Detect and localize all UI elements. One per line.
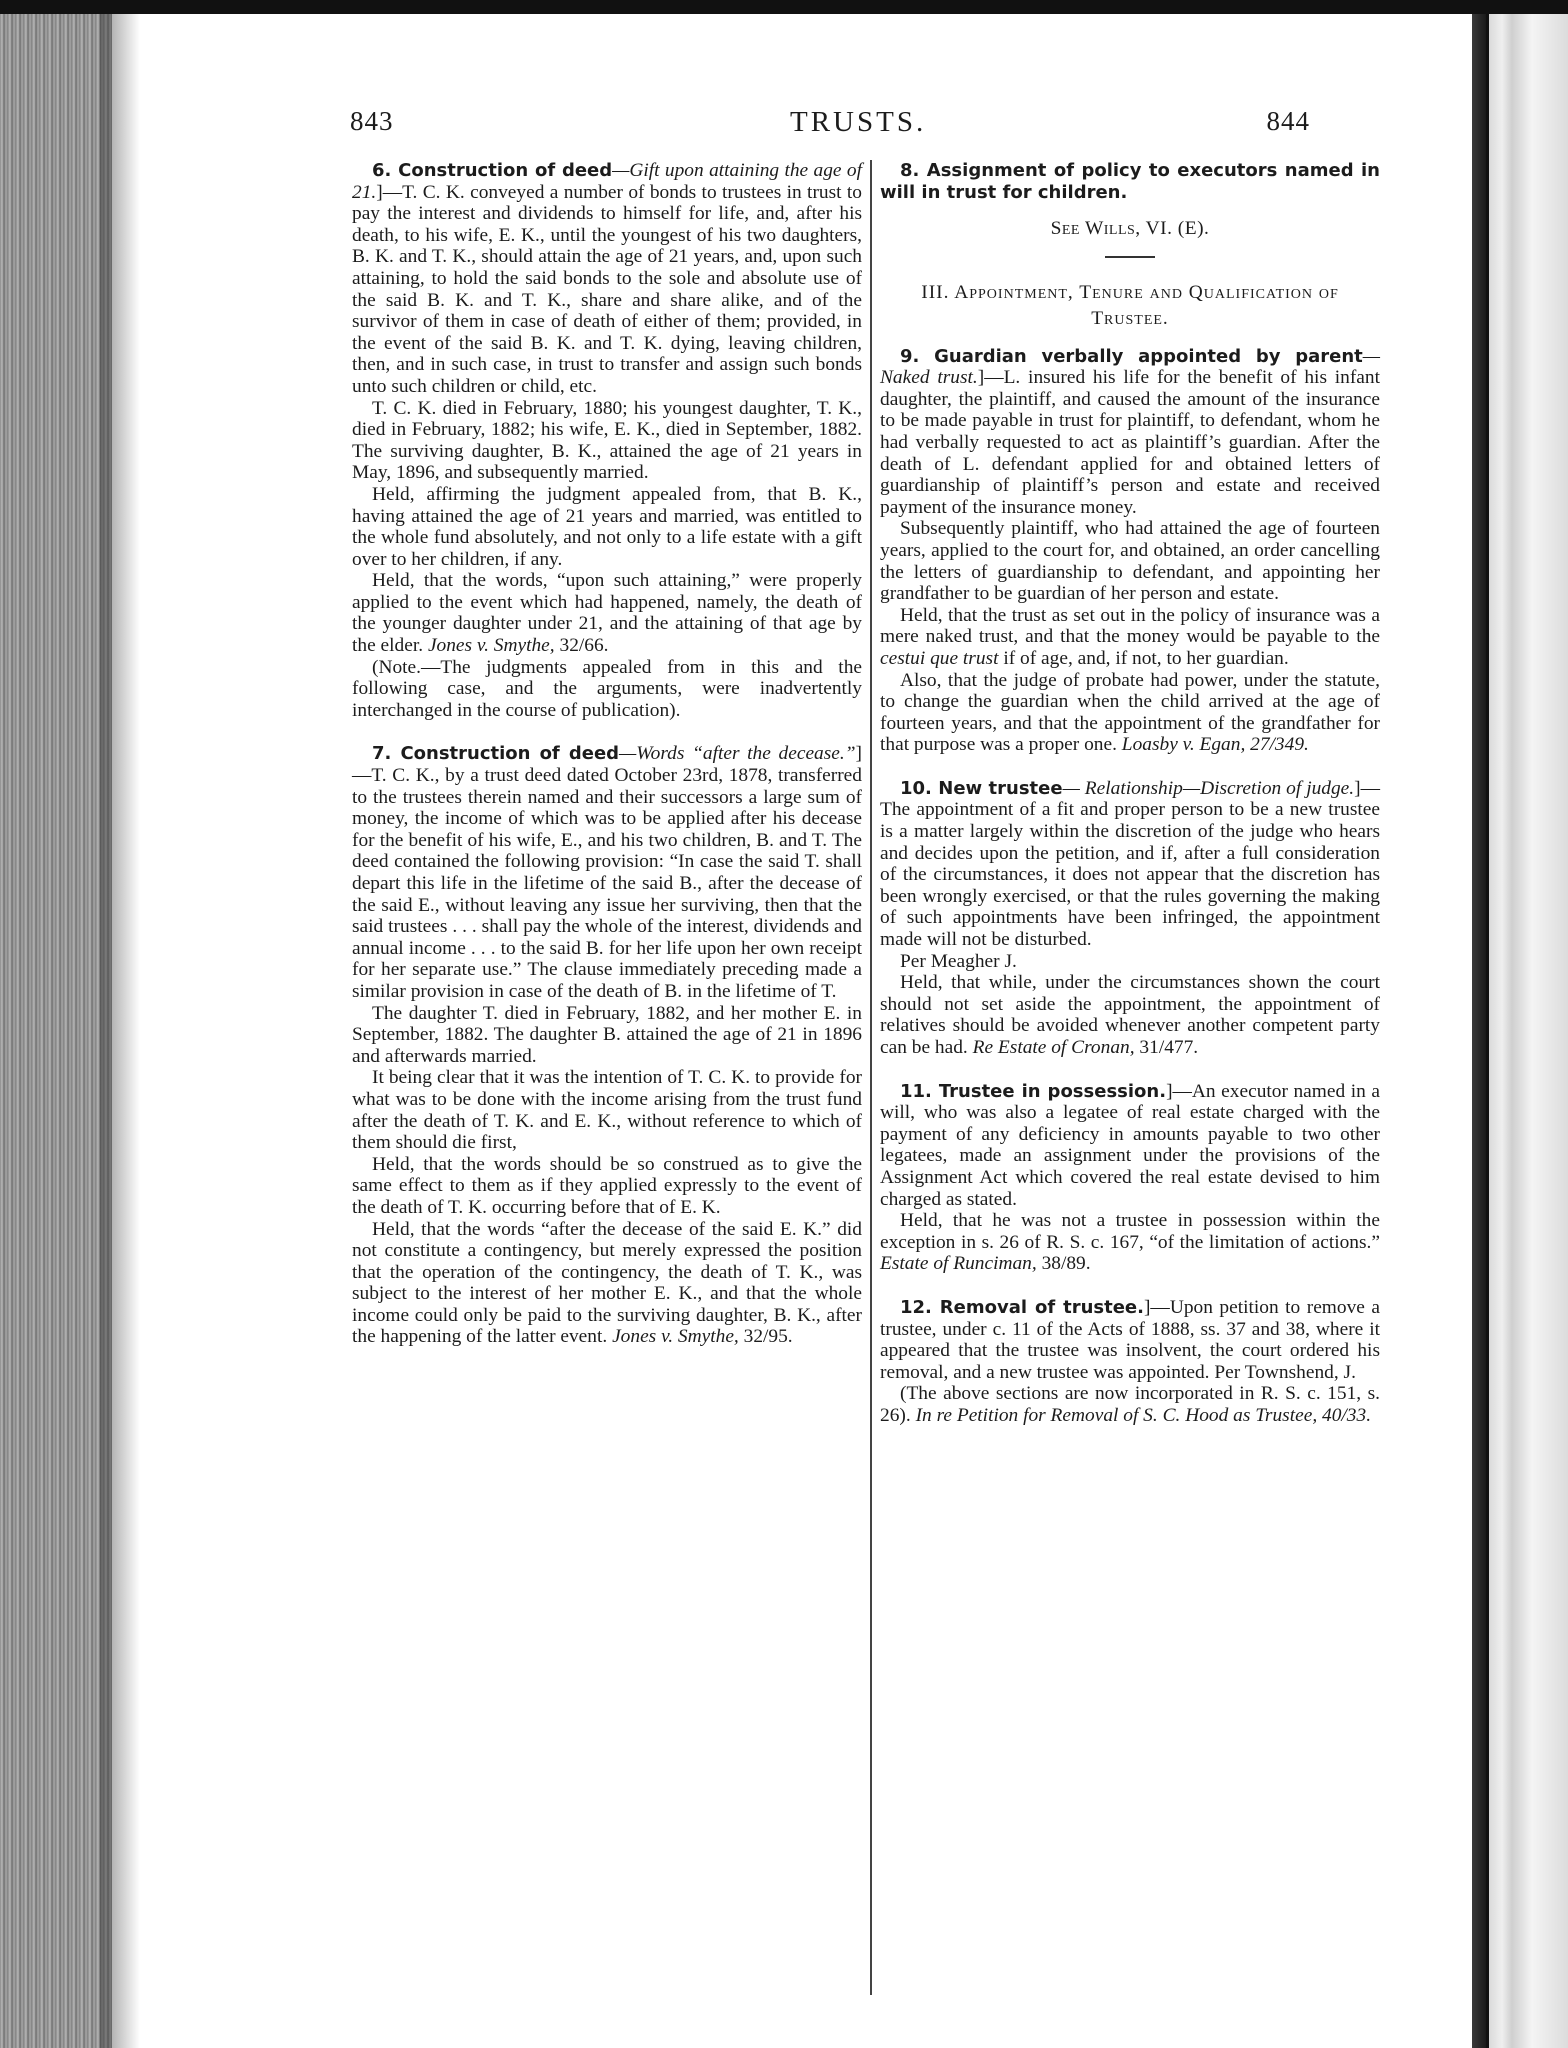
entry-7 [352, 743, 862, 1348]
entry-10 [880, 778, 1380, 1059]
entry-7-p5 [352, 1219, 862, 1349]
entry-11 [880, 1081, 1380, 1275]
entry-6-p3: Held, affirming the judgment appealed from, that B. K., having attained the age of 21 years and married, was entitled to the whole fund absolutely, and not only to a life estate with a gift over to her children, if any. [352, 483, 862, 570]
entry-12-p1: 12. Removal of trustee.]—Upon petition to remove a trustee, under c. 11 of the Acts of 1888, ss. 37 and 38, where it appeared that the trustee was insolvent, the court ordered his removal, and a new trustee was appointed. Per Townshend, J. [880, 1296, 1380, 1383]
page-header [350, 106, 1310, 146]
entry-9-citation: Loasby v. Egan, [1121, 734, 1246, 756]
entry-7-p3: It being clear that it was the intention of T. C. K. to provide for what was to be done with the income arising from the trust fund after the death of T. K. and E. K., without reference to which of them should die first, [352, 1067, 862, 1154]
entry-12-citation: In re Petition for Removal of S. C. Hood as Trustee, [915, 1404, 1318, 1426]
entry-9-p2: Subsequently plaintiff, who had attained the age of fourteen years, applied to the court for, and obtained, an order cancelling the letters of guardianship to defendant, and appointing her grandfather to be guardian of her person and estate. [880, 518, 1380, 605]
entry-11-citation: Estate of Runciman, [880, 1253, 1037, 1275]
entry-6-p1 [352, 160, 862, 398]
entry-10-per: Per Meagher J. [900, 950, 1017, 972]
entry-6-citation-ref: 32/66. [559, 635, 609, 657]
entry-8-see-also: See Wills, VI. (E). [1050, 218, 1210, 239]
entry-8-heading: 8. Assignment of policy to executors named in will in trust for children. [880, 160, 1380, 203]
right-page-number: 844 [1266, 106, 1310, 136]
book-spine-edge [0, 14, 112, 2048]
page-edge-line [1486, 14, 1489, 2048]
entry-6-heading: 6. Construction of deed [372, 160, 613, 181]
entry-12 [880, 1297, 1380, 1427]
entry-10-citation: Re Estate of Cronan, [972, 1037, 1135, 1058]
column-divider [870, 160, 872, 1995]
entry-6-note: (Note.—The judgments appealed from in this and the following case, and the arguments, were inadvertently interchanged in the course of publication). [352, 656, 862, 721]
entry-6-p2: T. C. K. died in February, 1880; his youngest daughter, T. K., died in February, 1882; his wife, E. K., died in September, 1882. The surviving daughter, B. K., attained the age of 21 years in May, 1896, and subsequently married. [352, 397, 862, 484]
entry-7-citation: Jones v. Smythe, [612, 1326, 739, 1348]
running-title: TRUSTS. [790, 106, 927, 138]
entry-7-heading: 7. Construction of deed [372, 743, 620, 765]
entry-6-subheading: —Gift upon attaining the age of 21. [352, 160, 862, 203]
entry-9-text-1: ]—L. insured his life for the benefit of his infant daughter, the plaintiff, and caused the amount of the insurance to be made payable in trust for plaintiff, to defendant, whom he had verbally requested to act as plaintiff’s guardian. After the death of L. defendant applied for and obtained letters of guardianship of plaintiff’s person and estate and received payment of the insurance money. [880, 367, 1380, 518]
section-heading: III. Appointment, Tenure and Qualification of Trustee. [921, 281, 1339, 329]
entry-11-p2: Held, that he was not a trustee in possession within the exception in s. 26 of R. S. c. 167, “of the limitation of actions.” Estate of Runciman, 38/89. [880, 1210, 1380, 1275]
entry-10-p2: Held, that while, under the circumstances shown the court should not set aside the appointment, the appointment of relatives should be avoided whenever another competent party can be had. Re Estate of Cronan, 31/477. [880, 972, 1380, 1058]
left-page-number: 843 [350, 106, 394, 136]
entry-10-heading: 10. New trustee [900, 777, 1063, 799]
entry-7-p2: The daughter T. died in February, 1882, and her mother E. in September, 1882. The daughter B. attained the age of 21 in 1896 and afterwards married. [352, 1002, 862, 1067]
entry-9-citation-ref: 27/349. [1250, 734, 1309, 756]
entry-11-citation-ref: 38/89. [1041, 1253, 1091, 1275]
entry-11-p1: 11. Trustee in possession.]—An executor named in a will, who was also a legatee of real estate charged with the payment of any deficiency in amounts payable to two other legatees, made an assignment under the provisions of the Assignment Act which covered the real estate devised to him charged as stated. [880, 1080, 1380, 1210]
entry-9 [880, 346, 1380, 756]
entry-7-text-5: Held, that the words “after the decease of the said E. K.” did not constitute a contingency, but merely expressed the position that the operation of the contingency, the death of T. K., was subject to the interest of her mother E. K., and that the whole income could only be paid to the surviving daughter, B. K., after the happening of the latter event. [352, 1218, 862, 1348]
entry-9-p3: Held, that the trust as set out in the policy of insurance was a mere naked trust, and that the money would be payable to the cestui que trust if of age, and, if not, to her guardian. [880, 604, 1380, 669]
entry-7-subheading: —Words “after the decease.” [619, 743, 856, 765]
entry-6-text-4: Held, that the words, “upon such attaining,” were properly applied to the event which had happened, namely, the death of the younger daughter under 21, and the attaining of that age by the elder. [352, 570, 862, 657]
right-column [880, 160, 1380, 1427]
entry-11-heading: 11. Trustee in possession. [900, 1080, 1167, 1102]
entry-7-text-1: ]—T. C. K., by a trust deed dated October 23rd, 1878, transferred to the trustees therein named and their successors a large sum of money, the income of which was to be applied after his decease for the benefit of his wife, E., and his two children, B. and T. The deed contained the following provision: “In case the said T. shall depart this life in the lifetime of the said B., after the decease of the said E., without leaving any issue her surviving, then that the said trustees . . . shall pay the whole of the interest, dividends and annual income . . . to the said B. for her life upon her own receipt for her separate use.” The clause immediately preceding made a similar provision in case of the death of B. in the lifetime of T. [352, 743, 862, 1002]
entry-12-heading: 12. Removal of trustee. [900, 1296, 1144, 1318]
entry-9-p1 [880, 346, 1380, 519]
entry-9-subheading: —Naked trust. [880, 345, 1380, 389]
entry-6-citation: Jones v. Smythe, [427, 635, 555, 657]
entry-6-p4 [352, 570, 862, 656]
entry-9-heading: 9. Guardian verbally appointed by parent [900, 345, 1363, 367]
entry-8 [880, 160, 1380, 332]
entry-12-p2: (The above sections are now incorporated in R. S. c. 151, s. 26). In re Petition for Removal of S. C. Hood as Trustee, 40/33. [880, 1383, 1380, 1426]
entry-12-citation-ref: 40/33. [1322, 1404, 1372, 1426]
short-rule [1105, 256, 1155, 258]
entry-7-p1 [352, 743, 862, 1002]
entry-6-text-1: ]—T. C. K. conveyed a number of bonds to trustees in trust to pay the interest and dividends to himself for life, and, after his death, to his wife, E. K., until the youngest of his two daughters, B. K. and T. K., should attain the age of 21 years, and, upon such attaining, to hold the said bonds to the sole and absolute use of the said B. K. and T. K., share and share alike, and of the survivor of them in case of death of either of them; provided, in the event of the said B. K. and T. K. dying, leaving children, then, and in such case, in trust to transfer and assign such bonds unto such children or child, etc. [352, 181, 862, 397]
entry-7-citation-ref: 32/95. [743, 1326, 793, 1348]
entry-9-p4: Also, that the judge of probate had power, under the statute, to change the guardian when the child arrived at the age of fourteen years, and that the appointment of the grandfather for that purpose was a proper one. Loasby v. Egan, 27/349. [880, 669, 1380, 756]
entry-10-p1: 10. New trustee— Relationship—Discretion of judge.]—The appointment of a fit and proper person to be a new trustee is a matter largely within the discretion of the judge who hears and decides upon the petition, and if, after a full consideration of the circumstances, it does not appear that the discretion has been wrongly exercised, or that the rules governing the making of such appointments have been infringed, the appointment made will not be disturbed. [880, 777, 1381, 951]
scan-top-band [0, 0, 1568, 14]
gutter-shadow [100, 14, 140, 2048]
entry-10-subheading: — Relationship—Discretion of judge. [1062, 777, 1355, 799]
left-column [352, 160, 862, 1348]
entry-9-latin-term: cestui que trust [880, 647, 999, 669]
entry-6 [352, 160, 862, 721]
entry-10-citation-ref: 31/477. [1139, 1037, 1199, 1058]
entry-7-p4: Held, that the words should be so construed as to give the same effect to them as if they applied expressly to the event of the death of T. K. occurring before that of E. K. [352, 1153, 862, 1218]
